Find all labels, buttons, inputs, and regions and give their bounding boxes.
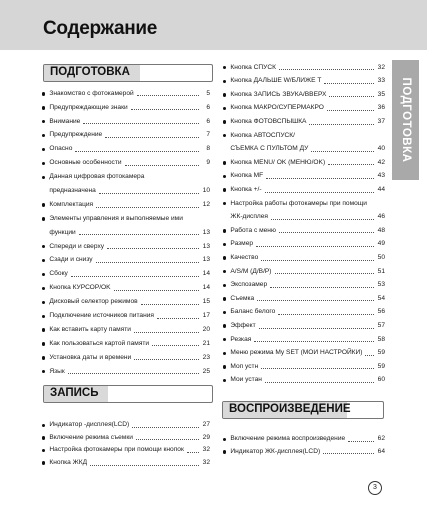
toc-list-record xyxy=(42,419,210,469)
leader-dots xyxy=(348,441,374,442)
toc-entry xyxy=(42,444,210,457)
bullet xyxy=(223,450,226,453)
bullet xyxy=(42,134,45,137)
toc-entry-page: 46 xyxy=(377,213,385,221)
bullet xyxy=(223,311,226,314)
toc-entry xyxy=(42,101,210,115)
toc-entry-page: 48 xyxy=(377,226,385,234)
toc-entry-page: 6 xyxy=(206,103,210,111)
toc-entry-page: 62 xyxy=(377,435,385,443)
section-heading-record xyxy=(43,385,213,403)
leader-dots xyxy=(324,83,374,84)
toc-entry xyxy=(42,87,210,101)
toc-entry-text: Подключение источников питания xyxy=(49,312,154,320)
leader-dots xyxy=(254,341,374,342)
toc-entry-page: 51 xyxy=(377,267,385,275)
toc-entry xyxy=(223,433,385,446)
toc-entry-text: ЖК-дисплея xyxy=(230,213,268,221)
toc-entry-page: 40 xyxy=(377,145,385,153)
toc-entry-text: Внимание xyxy=(49,117,81,125)
toc-entry-text: СЪЕМКА С ПУЛЬТОМ ДУ xyxy=(230,145,309,153)
toc-entry-text: Настройка фотокамеры при помощи кнопок xyxy=(49,446,184,454)
leader-dots xyxy=(131,109,199,110)
section-heading-label: ПОДГОТОВКА xyxy=(50,66,130,78)
bullet xyxy=(42,342,45,345)
bullet xyxy=(42,436,45,439)
toc-entry-text: функции xyxy=(49,228,76,236)
bullet xyxy=(42,315,45,318)
toc-entry xyxy=(223,170,385,184)
toc-entry-page: 32 xyxy=(202,446,210,454)
toc-entry xyxy=(42,226,210,240)
leader-dots xyxy=(141,304,199,305)
bullet xyxy=(223,297,226,300)
leader-dots xyxy=(132,427,199,428)
bullet xyxy=(42,287,45,290)
toc-entry-page: 32 xyxy=(377,63,385,71)
toc-entry xyxy=(42,268,210,282)
toc-entry-text: Сзади и снизу xyxy=(49,256,93,264)
toc-entry-text: Кнопка MENU/ OK (МЕНЮ/OK) xyxy=(230,158,326,166)
toc-entry-page: 15 xyxy=(202,298,210,306)
leader-dots xyxy=(370,205,374,206)
bullet xyxy=(42,148,45,151)
toc-entry xyxy=(223,129,385,143)
leader-dots xyxy=(271,219,374,220)
side-tab-label: ПОДГОТОВКА xyxy=(400,77,412,163)
toc-entry-page: 58 xyxy=(377,335,385,343)
leader-dots xyxy=(96,207,199,208)
toc-entry xyxy=(42,337,210,351)
bullet xyxy=(42,370,45,373)
toc-entry-text: Эффект xyxy=(230,321,256,329)
bullet xyxy=(223,188,226,191)
leader-dots xyxy=(147,179,199,180)
toc-entry xyxy=(42,323,210,337)
toc-entry xyxy=(223,251,385,265)
toc-entry-page: 13 xyxy=(202,228,210,236)
leader-dots xyxy=(186,220,199,221)
toc-entry xyxy=(42,240,210,254)
page-number: 3 xyxy=(368,481,382,495)
bullet xyxy=(223,256,226,259)
toc-entry-text: Опасно xyxy=(49,145,73,153)
toc-entry xyxy=(223,102,385,116)
toc-entry-page: 56 xyxy=(377,308,385,316)
toc-entry-text: Кнопка КУРСОР/OK xyxy=(49,284,111,292)
toc-entry xyxy=(42,457,210,470)
toc-entry-page: 57 xyxy=(377,321,385,329)
leader-dots xyxy=(265,192,374,193)
page-title: Содержание xyxy=(43,18,158,39)
toc-entry xyxy=(223,197,385,211)
leader-dots xyxy=(136,439,199,440)
leader-dots xyxy=(298,137,374,138)
toc-list-right xyxy=(223,61,385,387)
bullet xyxy=(223,270,226,273)
bullet xyxy=(42,106,45,109)
leader-dots xyxy=(187,452,199,453)
leader-dots xyxy=(323,453,374,454)
bullet xyxy=(223,438,226,441)
leader-dots xyxy=(266,178,374,179)
toc-entry xyxy=(223,265,385,279)
bullet xyxy=(223,107,226,110)
bullet xyxy=(223,161,226,164)
toc-entry xyxy=(223,319,385,333)
toc-entry-page: 8 xyxy=(206,145,210,153)
section-heading-prep xyxy=(43,64,213,82)
toc-entry xyxy=(42,281,210,295)
toc-entry xyxy=(223,238,385,252)
toc-entry-page: 59 xyxy=(377,362,385,370)
toc-entry-page: 43 xyxy=(377,172,385,180)
toc-entry xyxy=(42,212,210,226)
toc-entry-page: 29 xyxy=(202,433,210,441)
leader-dots xyxy=(309,124,374,125)
toc-entry-text: Язык xyxy=(49,367,65,375)
toc-entry-text: Индикатор ЖК-дисплея(LCD) xyxy=(230,447,321,455)
toc-entry xyxy=(223,211,385,225)
bullet xyxy=(42,92,45,95)
toc-entry xyxy=(223,306,385,320)
toc-entry-text: Кнопка ЗАПИСЬ ЗВУКА/ВВЕРХ xyxy=(230,90,327,98)
leader-dots xyxy=(275,273,375,274)
section-heading-label: ВОСПРОИЗВЕДЕНИЕ xyxy=(229,403,351,415)
toc-entry-text: Меню режима My SET (МОИ НАСТРОЙКИ) xyxy=(230,349,363,357)
toc-entry-page: 25 xyxy=(202,367,210,375)
toc-entry-text: Кнопка ДАЛЬШЕ W/БЛИЖЕ T xyxy=(230,77,322,85)
toc-entry xyxy=(223,360,385,374)
toc-entry-page: 64 xyxy=(377,447,385,455)
toc-entry-text: Мои устан xyxy=(230,376,262,384)
leader-dots xyxy=(279,69,374,70)
bullet xyxy=(42,328,45,331)
leader-dots xyxy=(96,262,199,263)
toc-entry-text: Баланс белого xyxy=(230,308,276,316)
bullet xyxy=(42,176,45,179)
toc-entry-page: 42 xyxy=(377,158,385,166)
bullet xyxy=(223,365,226,368)
leader-dots xyxy=(261,368,374,369)
leader-dots xyxy=(256,246,374,247)
toc-entry xyxy=(42,129,210,143)
toc-entry-page: 49 xyxy=(377,240,385,248)
toc-entry-page: 37 xyxy=(377,118,385,126)
bullet xyxy=(223,379,226,382)
leader-dots xyxy=(329,96,374,97)
toc-entry xyxy=(42,198,210,212)
toc-entry-page: 27 xyxy=(202,421,210,429)
toc-entry xyxy=(223,446,385,459)
bullet xyxy=(223,175,226,178)
toc-entry-text: Размер xyxy=(230,240,254,248)
bullet xyxy=(42,203,45,206)
toc-entry-text: Данная цифровая фотокамера xyxy=(49,173,145,181)
toc-entry-text: Включение режима съемки xyxy=(49,433,133,441)
bullet xyxy=(42,449,45,452)
toc-entry-page: 14 xyxy=(202,270,210,278)
toc-entry-page: 60 xyxy=(377,376,385,384)
toc-entry-text: Кнопка АВТОСПУСК/ xyxy=(230,131,295,139)
toc-entry-text: Кнопка MF xyxy=(230,172,264,180)
toc-entry-text: Основные особенности xyxy=(49,159,122,167)
leader-dots xyxy=(365,355,374,356)
toc-entry-text: Дисковый селектор режимов xyxy=(49,298,138,306)
leader-dots xyxy=(134,332,199,333)
leader-dots xyxy=(311,151,374,152)
toc-entry-text: Съемка xyxy=(230,294,255,302)
leader-dots xyxy=(114,290,199,291)
toc-entry-page: 14 xyxy=(202,284,210,292)
toc-entry-text: Сбоку xyxy=(49,270,68,278)
toc-entry xyxy=(223,224,385,238)
bullet xyxy=(223,66,226,69)
toc-entry-text: Как вставить карту памяти xyxy=(49,325,131,333)
toc-entry xyxy=(42,254,210,268)
leader-dots xyxy=(157,318,199,319)
toc-entry-page: 44 xyxy=(377,185,385,193)
bullet xyxy=(42,424,45,427)
toc-entry-page: 35 xyxy=(377,90,385,98)
toc-entry-text: Кнопка +/- xyxy=(230,185,262,193)
leader-dots xyxy=(137,95,199,96)
toc-entry-text: Индикатор -дисплея(LCD) xyxy=(49,421,130,429)
leader-dots xyxy=(257,300,374,301)
toc-entry xyxy=(42,419,210,432)
toc-entry-page: 5 xyxy=(206,89,210,97)
toc-entry-page: 17 xyxy=(202,312,210,320)
toc-list-playback xyxy=(223,433,385,458)
toc-entry-text: Спереди и сверху xyxy=(49,242,105,250)
bullet xyxy=(223,324,226,327)
toc-entry-page: 9 xyxy=(206,159,210,167)
toc-entry-text: Элементы управления и выполняемые ими xyxy=(49,214,183,222)
toc-entry xyxy=(223,374,385,388)
bullet xyxy=(223,352,226,355)
leader-dots xyxy=(90,465,199,466)
toc-entry xyxy=(223,115,385,129)
toc-entry-text: Знакомство с фотокамерой xyxy=(49,89,134,97)
toc-entry-page: 50 xyxy=(377,253,385,261)
bullet xyxy=(42,356,45,359)
bullet xyxy=(223,202,226,205)
toc-entry-text: Включение режима воспроизведение xyxy=(230,435,346,443)
bullet xyxy=(42,217,45,220)
toc-entry xyxy=(223,75,385,89)
toc-entry-text: предназначена xyxy=(49,187,96,195)
toc-list-prep xyxy=(42,87,210,379)
toc-entry-text: Экспозамер xyxy=(230,281,268,289)
toc-entry-text: Предупреждающие знаки xyxy=(49,103,128,111)
toc-entry-page: 21 xyxy=(202,339,210,347)
toc-entry-text: Кнопка СПУСК xyxy=(230,63,276,71)
toc-entry-text: Комплектация xyxy=(49,200,94,208)
toc-entry-page: 54 xyxy=(377,294,385,302)
toc-entry xyxy=(223,88,385,102)
bullet xyxy=(42,301,45,304)
toc-entry-text: Как пользоваться картой памяти xyxy=(49,339,150,347)
leader-dots xyxy=(134,359,199,360)
toc-entry-page: 13 xyxy=(202,242,210,250)
leader-dots xyxy=(279,232,374,233)
leader-dots xyxy=(328,164,374,165)
toc-entry-text: Резкая xyxy=(230,335,252,343)
toc-entry-text: Установка даты и времени xyxy=(49,353,132,361)
bullet xyxy=(223,93,226,96)
bullet xyxy=(223,120,226,123)
toc-entry xyxy=(223,156,385,170)
toc-entry xyxy=(42,184,210,198)
toc-entry-text: Кнопка ФОТОВСПЫШКА xyxy=(230,118,307,126)
bullet xyxy=(42,461,45,464)
toc-entry-text: Работа с меню xyxy=(230,226,276,234)
toc-entry xyxy=(223,292,385,306)
bullet xyxy=(223,134,226,137)
toc-entry-page: 33 xyxy=(377,77,385,85)
leader-dots xyxy=(105,137,199,138)
toc-entry-text: Предупреждение xyxy=(49,131,103,139)
toc-entry xyxy=(223,183,385,197)
toc-entry xyxy=(223,346,385,360)
toc-entry-text: Настройка работы фотокамеры при помощи xyxy=(230,199,367,207)
leader-dots xyxy=(261,260,374,261)
toc-entry-text: Кнопка МАКРО/СУПЕРМАКРО xyxy=(230,104,324,112)
toc-entry-page: 59 xyxy=(377,349,385,357)
side-tab xyxy=(392,60,419,180)
toc-entry xyxy=(223,333,385,347)
toc-entry-page: 32 xyxy=(202,458,210,466)
bullet xyxy=(223,80,226,83)
bullet xyxy=(223,243,226,246)
toc-entry xyxy=(42,156,210,170)
toc-entry xyxy=(223,61,385,75)
leader-dots xyxy=(68,373,199,374)
toc-entry-page: 12 xyxy=(202,200,210,208)
toc-entry xyxy=(42,365,210,379)
leader-dots xyxy=(83,123,199,124)
bullet xyxy=(42,273,45,276)
bullet xyxy=(223,338,226,341)
toc-entry xyxy=(42,143,210,157)
toc-entry-page: 23 xyxy=(202,353,210,361)
toc-entry xyxy=(42,170,210,184)
leader-dots xyxy=(265,382,374,383)
toc-entry xyxy=(42,432,210,445)
leader-dots xyxy=(99,193,199,194)
leader-dots xyxy=(327,110,374,111)
toc-entry-page: 7 xyxy=(206,131,210,139)
toc-entry xyxy=(42,309,210,323)
leader-dots xyxy=(270,287,374,288)
toc-entry xyxy=(42,295,210,309)
bullet xyxy=(42,245,45,248)
leader-dots xyxy=(125,165,199,166)
bullet xyxy=(223,229,226,232)
toc-entry-page: 20 xyxy=(202,325,210,333)
leader-dots xyxy=(259,328,374,329)
toc-entry xyxy=(42,115,210,129)
section-heading-playback xyxy=(222,401,384,419)
bullet xyxy=(42,162,45,165)
leader-dots xyxy=(71,276,199,277)
toc-entry-text: Кнопка ЖКД xyxy=(49,458,88,466)
bullet xyxy=(223,284,226,287)
section-heading-label: ЗАПИСЬ xyxy=(50,387,99,399)
toc-entry-page: 6 xyxy=(206,117,210,125)
toc-entry-page: 10 xyxy=(202,187,210,195)
toc-entry xyxy=(223,143,385,157)
toc-entry-text: A/S/M (Д/В/Р) xyxy=(230,267,272,275)
toc-entry-page: 36 xyxy=(377,104,385,112)
leader-dots xyxy=(79,234,199,235)
toc-entry-page: 13 xyxy=(202,256,210,264)
leader-dots xyxy=(107,248,199,249)
toc-entry-text: Качество xyxy=(230,253,259,261)
toc-entry-page: 53 xyxy=(377,281,385,289)
bullet xyxy=(42,120,45,123)
toc-entry-text: Моп устн xyxy=(230,362,259,370)
bullet xyxy=(42,259,45,262)
leader-dots xyxy=(75,151,199,152)
leader-dots xyxy=(152,345,199,346)
toc-entry xyxy=(223,279,385,293)
toc-entry xyxy=(42,351,210,365)
leader-dots xyxy=(278,314,374,315)
